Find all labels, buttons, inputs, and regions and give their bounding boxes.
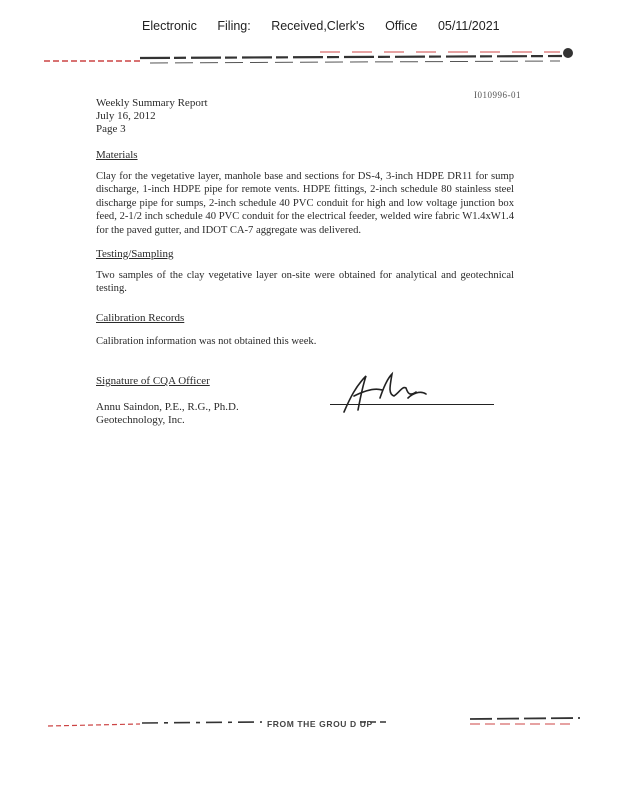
signature-heading: Signature of CQA Officer xyxy=(96,375,210,387)
signatory-name: Annu Saindon, P.E., R.G., Ph.D. xyxy=(96,401,239,413)
materials-heading: Materials xyxy=(96,149,138,161)
materials-text: Clay for the vegetative layer, manhole base and sections for DS-4, 3-inch HDPE DR11 for sump discharge, 1-inch HDPE pipe for remote vents. HDPE fittings, 2-inch schedule 80 stainless steel discharge pipe for sumps, 2-inch schedule 40 PVC conduit for high and low voltage junction box feed, 2-1/2 inch schedule 40 PVC conduit for the electrical feeder, welded wire fabric W1.4xW1.4 for the paved gutter, and IDOT CA-7 aggregate was delivered. xyxy=(96,171,514,236)
document-id: I010996-01 xyxy=(474,90,521,100)
testing-heading: Testing/Sampling xyxy=(96,248,174,260)
logo-mark xyxy=(563,48,573,58)
report-date: July 16, 2012 xyxy=(96,110,156,122)
stamp-received: Received,Clerk's xyxy=(271,19,365,33)
testing-text: Two samples of the clay vegetative layer on-site were obtained for analytical and geotechnical testing. xyxy=(96,270,514,295)
calibration-heading: Calibration Records xyxy=(96,312,185,324)
signature-line xyxy=(330,404,494,405)
signatory-company: Geotechnology, Inc. xyxy=(96,414,185,426)
report-title: Weekly Summary Report xyxy=(96,97,208,109)
letterhead-rule xyxy=(0,44,618,68)
stamp-office: Office xyxy=(385,19,418,33)
stamp-label: Electronic xyxy=(142,19,197,33)
page-number: Page 3 xyxy=(96,123,126,135)
stamp-date: 05/11/2021 xyxy=(437,19,500,33)
footer-slogan: FROM THE GROU D UP xyxy=(267,719,373,729)
handwritten-signature xyxy=(336,368,446,418)
stamp-filing: Filing: xyxy=(217,19,251,33)
calibration-text: Calibration information was not obtained this week. xyxy=(96,336,317,347)
filing-stamp xyxy=(142,19,514,33)
